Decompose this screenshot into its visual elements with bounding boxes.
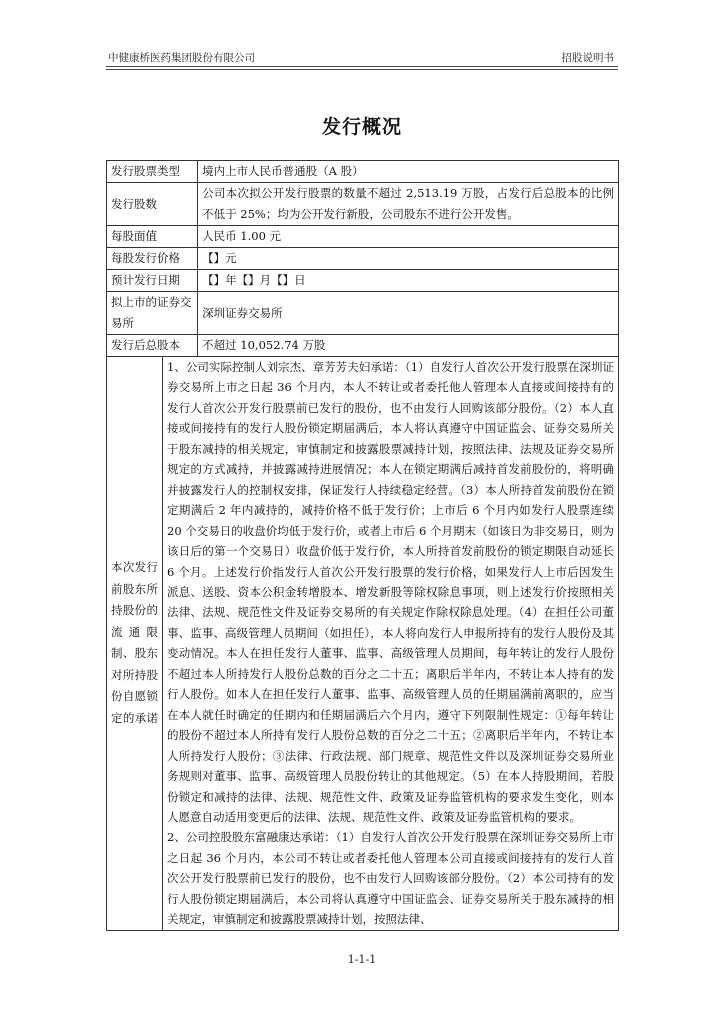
row-label: 拟上市的证券交易所	[107, 292, 198, 335]
row-value: 【】元	[198, 248, 619, 270]
table-row	[107, 270, 619, 292]
row-label: 每股面值	[107, 226, 198, 248]
row-label: 每股发行价格	[107, 248, 198, 270]
lockup-label: 本次发行前股东所持股份的流通限制、股东对所持股份自愿锁定的承诺	[107, 357, 163, 931]
row-value: 不超过 10,052.74 万股	[198, 335, 619, 357]
row-label: 发行股票类型	[107, 161, 198, 183]
row-value: 深圳证券交易所	[198, 292, 619, 335]
offering-table	[106, 160, 619, 931]
row-label: 预计发行日期	[107, 270, 198, 292]
table-row	[107, 226, 619, 248]
header-doc-type: 招股说明书	[561, 52, 614, 64]
row-value: 【】年【】月【】日	[198, 270, 619, 292]
row-value: 境内上市人民币普通股（A 股）	[198, 161, 619, 183]
header-company: 中健康桥医药集团股份有限公司	[108, 52, 255, 64]
row-label: 发行后总股本	[107, 335, 198, 357]
table-row	[107, 335, 619, 357]
commitment-controlling-shareholder: 2、公司控股股东富融康达承诺：（1）自发行人首次公开发行股票在深圳证券交易所上市之日起 36 个月内，本公司不转让或者委托他人管理本公司直接或间接持有的发行人首次公开发行股票前已发行的股份，也不由发行人回购该部分股份。（2）本公司持有的发行人股份锁定期届满后，本公司将认真遵守中国证监会、证券交易所关于股东减持的相关规定，审慎制定和披露股票减持计划，按照法律、	[167, 830, 614, 927]
page-number: 1-1-1	[347, 953, 377, 966]
table-row	[107, 161, 619, 183]
lockup-row	[107, 357, 619, 931]
row-value: 人民币 1.00 元	[198, 226, 619, 248]
table-row	[107, 183, 619, 226]
commitment-controller: 1、公司实际控制人刘宗杰、章芳芳夫妇承诺：（1）自发行人首次公开发行股票在深圳证券交易所上市之日起 36 个月内，本人不转让或者委托他人管理本人直接或间接持有的发行人首次公开发行股票前已发行的股份，也不由发行人回购该部分股份。（2）本人直接或间接持有的发行人股份锁定期届满后，本人将认真遵守中国证监会、证券交易所关于股东减持的相关规定，审慎制定和披露股票减持计划，按照法律、法规及证券交易所规定的方式减持，并披露减持进展情况；本人在锁定期满后减持首发前股份的，将明确并披露发行人的控制权安排，保证发行人持续稳定经营。（3）本人所持首发前股份在锁定期满后 2 年内减持的，减持价格不低于发行价；上市后 6 个月内如发行人股票连续 20 个交易日的收盘价均低于发行价，或者上市后 6 个月期末（如该日为非交易日，则为该日后的第一个交易日）收盘价低于发行价，本人所持首发前股份的锁定期限自动延长 6 个月。上述发行价指发行人首次公开发行股票的发行价格，如果发行人上市后因发生派息、送股、资本公积金转增股本、增发新股等除权除息事项，则上述发行价按照相关法律、法规、规范性文件及证券交易所的有关规定作除权除息处理。（4）在担任公司董事、监事、高级管理人员期间（如担任），本人将向发行人申报所持有的发行人股份及其变动情况。本人在担任发行人董事、监事、高级管理人员期间，每年转让的发行人股份不超过本人所持发行人股份总数的百分之二十五；离职后半年内，不转让本人持有的发行人股份。如本人在担任发行人董事、监事、高级管理人员的任期届满前离职的，应当在本人就任时确定的任期内和任期届满后六个月内，遵守下列限制性规定：①每年转让的股份不超过本人所持有发行人股份总数的百分之二十五；②离职后半年内，不转让本人所持发行人股份；③法律、行政法规、部门规章、规范性文件以及深圳证券交易所业务规则对董事、监事、高级管理人员股份转让的其他规定。（5）在本人持股期间，若股份锁定和减持的法律、法规、规范性文件、政策及证券监管机构的要求发生变化，则本人愿意自动适用变更后的法律、法规、规范性文件、政策及证券监管机构的要求。	[167, 360, 614, 824]
page-title: 发行概况	[321, 116, 402, 138]
table-row	[107, 248, 619, 270]
lockup-commitment	[163, 357, 619, 931]
header-rule	[106, 66, 618, 70]
row-value: 公司本次拟公开发行股票的数量不超过 2,513.19 万股，占发行后总股本的比例不低于 25%；均为公开发行新股，公司股东不进行公开发售。	[198, 183, 619, 226]
row-label: 发行股数	[107, 183, 198, 226]
table-row	[107, 292, 619, 335]
